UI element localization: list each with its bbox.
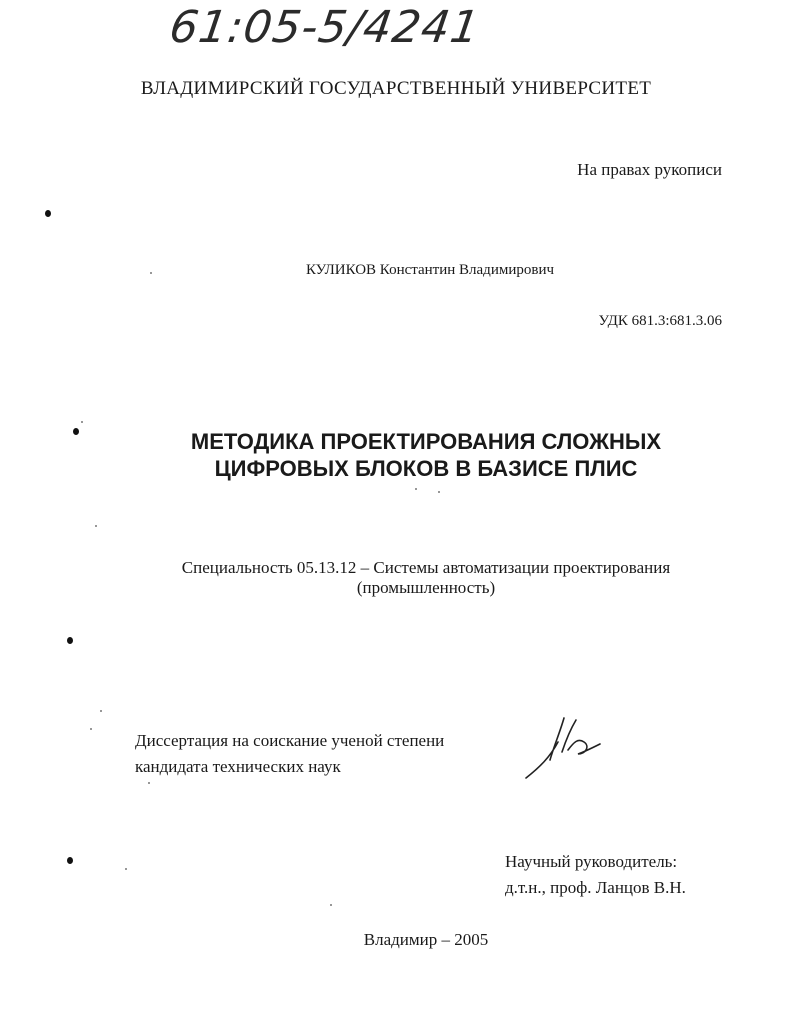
- scan-speck: [148, 782, 150, 784]
- scan-hole-mark: [45, 210, 51, 217]
- author-name: КУЛИКОВ Константин Владимирович: [305, 262, 555, 278]
- degree-statement: [135, 728, 444, 780]
- scan-speck: [150, 272, 152, 274]
- specialty: [0, 558, 792, 598]
- scan-speck: [95, 525, 97, 527]
- scan-speck: [415, 488, 417, 490]
- scan-speck: [125, 868, 127, 870]
- scan-speck: [438, 491, 440, 493]
- scan-hole-mark: [67, 857, 73, 864]
- degree-line-2: кандидата технических наук: [135, 757, 341, 776]
- scan-hole-mark: [67, 637, 73, 644]
- title-line-1: МЕТОДИКА ПРОЕКТИРОВАНИЯ СЛОЖНЫХ: [190, 429, 662, 454]
- handwritten-signature: [520, 712, 610, 784]
- dissertation-title: [0, 428, 792, 482]
- scientific-advisor: [505, 849, 686, 901]
- scan-speck: [81, 421, 83, 423]
- specialty-line-2: (промышленность): [356, 578, 496, 597]
- advisor-label: Научный руководитель:: [505, 852, 678, 871]
- university-name: ВЛАДИМИРСКИЙ ГОСУДАРСТВЕННЫЙ УНИВЕРСИТЕТ: [140, 78, 652, 99]
- specialty-line-1: Специальность 05.13.12 – Системы автоматизации проектирования: [181, 558, 671, 577]
- scan-speck: [100, 710, 102, 712]
- udc-code: УДК 681.3:681.3.06: [598, 313, 722, 329]
- handwritten-archive-code: 61:05-5/4241: [166, 2, 484, 53]
- degree-line-1: Диссертация на соискание ученой степени: [135, 731, 445, 750]
- city-year: Владимир – 2005: [363, 930, 489, 949]
- title-line-2: ЦИФРОВЫХ БЛОКОВ В БАЗИСЕ ПЛИС: [214, 456, 638, 481]
- scan-speck: [330, 904, 332, 906]
- scan-speck: [90, 728, 92, 730]
- advisor-name: д.т.н., проф. Ланцов В.Н.: [505, 878, 686, 897]
- manuscript-note: На правах рукописи: [577, 160, 722, 179]
- scan-hole-mark: [73, 428, 79, 435]
